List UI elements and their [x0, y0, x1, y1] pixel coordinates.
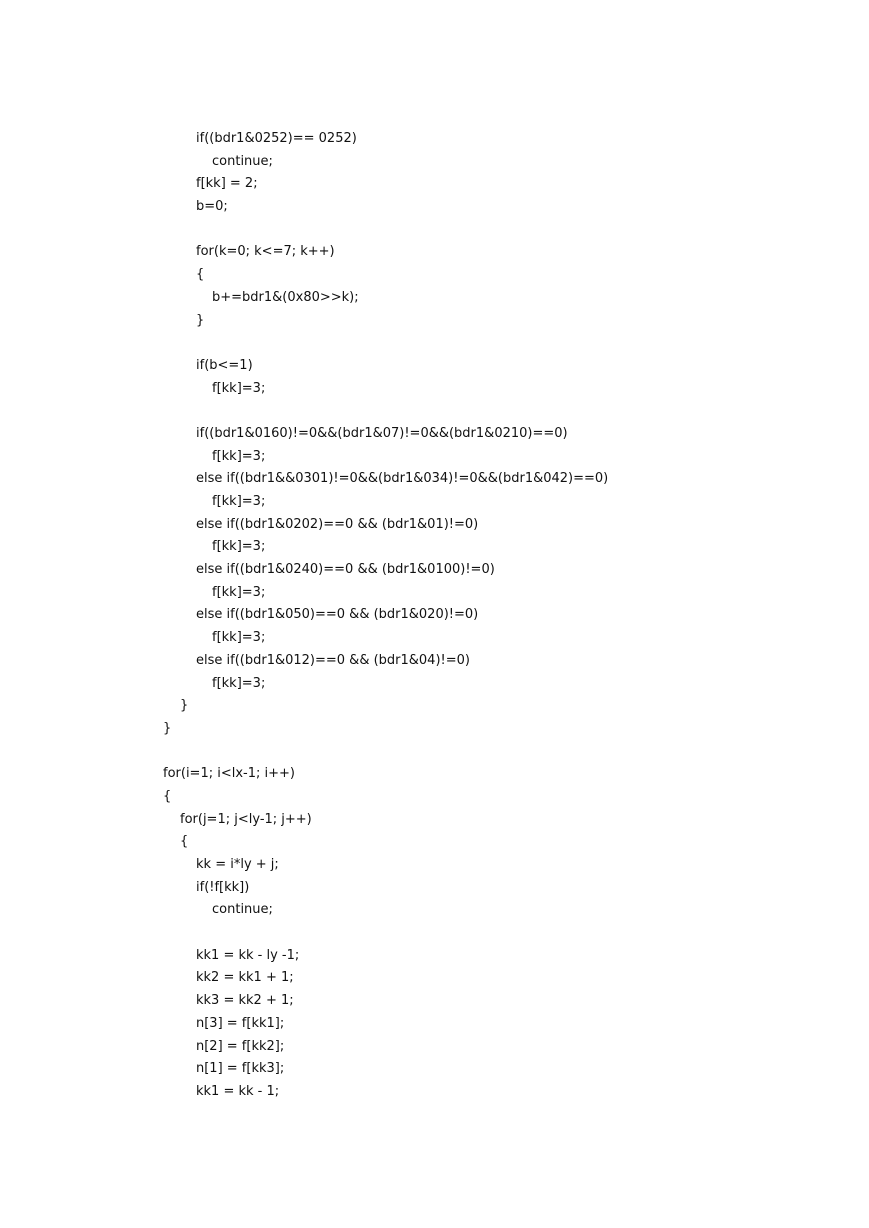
code-line: n[1] = f[kk3]; — [196, 1061, 285, 1077]
code-listing — [163, 128, 608, 1104]
code-line: for(j=1; j<ly-1; j++) — [180, 811, 312, 827]
code-line: f[kk] = 2; — [196, 176, 258, 192]
code-line: for(k=0; k<=7; k++) — [196, 244, 335, 260]
code-line: f[kk]=3; — [212, 494, 266, 509]
code-line: continue; — [212, 153, 273, 169]
blank-line — [163, 332, 608, 355]
blank-line — [163, 400, 608, 423]
code-line: else if((bdr1&&0301)!=0&&(bdr1&034)!=0&&(bdr1&042)==0) — [196, 471, 609, 487]
blank-line — [163, 741, 608, 764]
code-line: if(b<=1) — [196, 357, 253, 373]
code-line: } — [180, 698, 189, 714]
code-line: kk2 = kk1 + 1; — [196, 970, 294, 986]
code-line: if((bdr1&0160)!=0&&(bdr1&07)!=0&&(bdr1&0210)==0) — [196, 425, 568, 441]
code-line: { — [163, 788, 172, 804]
code-line: else if((bdr1&0202)==0 && (bdr1&01)!=0) — [196, 516, 479, 532]
code-line: f[kk]=3; — [212, 380, 266, 396]
code-line: } — [163, 720, 172, 736]
code-line: b+=bdr1&(0x80>>k); — [212, 289, 359, 305]
code-line: kk = i*ly + j; — [196, 857, 279, 872]
code-line: kk1 = kk - ly -1; — [196, 947, 300, 963]
code-line: n[3] = f[kk1]; — [196, 1015, 285, 1031]
code-line: else if((bdr1&050)==0 && (bdr1&020)!=0) — [196, 607, 479, 623]
code-line: if((bdr1&0252)== 0252) — [196, 131, 357, 146]
blank-line — [163, 922, 608, 945]
blank-line — [163, 219, 608, 242]
code-line: else if((bdr1&012)==0 && (bdr1&04)!=0) — [196, 652, 470, 668]
code-line: { — [180, 834, 189, 850]
code-line: f[kk]=3; — [212, 675, 266, 691]
code-line: for(i=1; i<lx-1; i++) — [163, 766, 295, 782]
code-line: continue; — [212, 902, 273, 918]
code-line: if(!f[kk]) — [196, 879, 250, 895]
code-line: f[kk]=3; — [212, 630, 266, 646]
code-line: else if((bdr1&0240)==0 && (bdr1&0100)!=0) — [196, 562, 495, 578]
code-line: b=0; — [196, 199, 228, 215]
code-line: f[kk]=3; — [212, 539, 266, 555]
code-line: f[kk]=3; — [212, 584, 266, 600]
code-line: { — [196, 267, 205, 283]
code-line: f[kk]=3; — [212, 448, 266, 464]
code-line: } — [196, 312, 205, 328]
code-line: n[2] = f[kk2]; — [196, 1038, 285, 1054]
code-line: kk1 = kk - 1; — [196, 1083, 280, 1099]
code-line: kk3 = kk2 + 1; — [196, 993, 294, 1009]
